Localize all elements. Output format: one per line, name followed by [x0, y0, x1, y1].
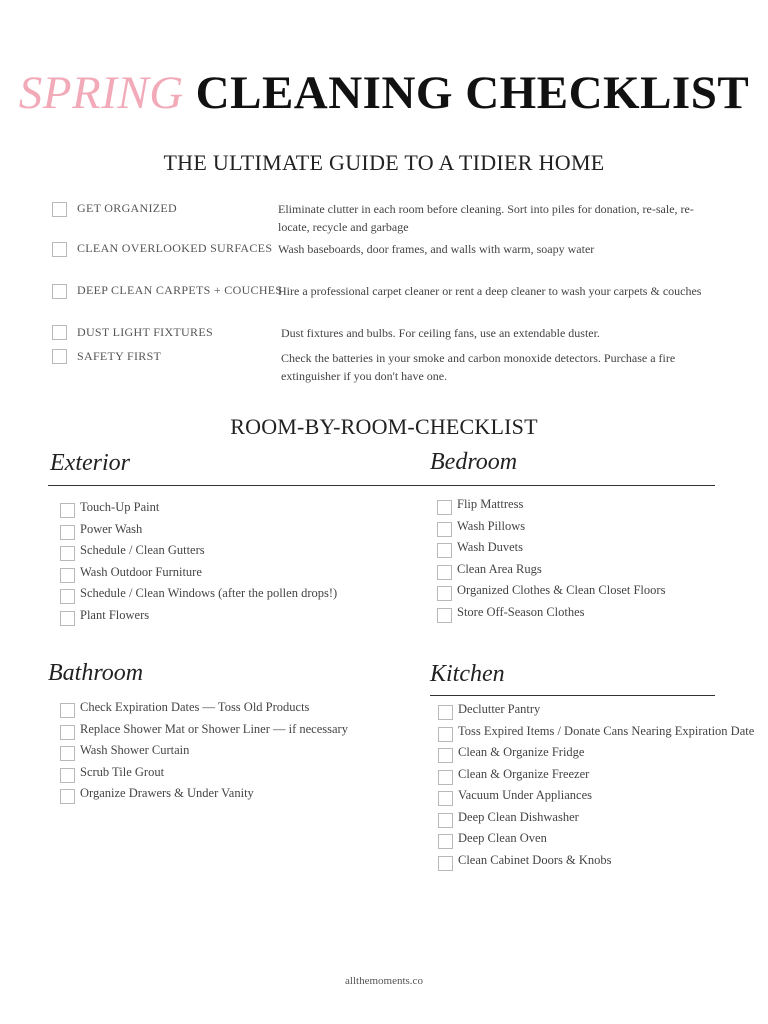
item-label: Clean & Organize Fridge [458, 745, 585, 759]
item-label: Schedule / Clean Windows (after the pollen drops!) [80, 586, 338, 600]
item-checkbox[interactable] [60, 789, 75, 804]
item-checkbox[interactable] [60, 525, 75, 540]
task-description: Eliminate clutter in each room before cleaning. Sort into piles for donation, re-sale, re-locate, recycle and garbage [278, 202, 694, 234]
item-label: Toss Expired Items / Donate Cans Nearing Expiration Date [458, 723, 755, 738]
item-checkbox[interactable] [437, 586, 452, 601]
task-description: Wash baseboards, door frames, and walls with warm, soapy water [278, 242, 595, 256]
item-checkbox[interactable] [438, 705, 453, 720]
title-accent: SPRING [18, 67, 184, 119]
room-title-bedroom: Bedroom [430, 449, 518, 475]
task-checkbox[interactable] [52, 325, 67, 340]
item-checkbox[interactable] [60, 768, 75, 783]
item-checkbox[interactable] [438, 748, 453, 763]
item-label: Clean Area Rugs [457, 561, 542, 576]
item-label: Wash Pillows [457, 518, 526, 533]
item-checkbox[interactable] [60, 703, 75, 718]
section-divider [430, 695, 715, 696]
item-label: Deep Clean Dishwasher [458, 809, 579, 824]
task-checkbox[interactable] [52, 202, 67, 217]
item-checkbox[interactable] [438, 856, 453, 871]
item-checkbox[interactable] [437, 543, 452, 558]
room-title-exterior: Exterior [50, 450, 130, 476]
task-description: Hire a professional carpet cleaner or rent a deep cleaner to wash your carpets & couches [278, 284, 702, 298]
item-checkbox[interactable] [438, 727, 453, 742]
page-subtitle: THE ULTIMATE GUIDE TO A TIDIER HOME [163, 150, 605, 175]
title-main: CLEANING CHECKLIST [195, 67, 750, 119]
task-checkbox[interactable] [52, 349, 67, 364]
item-label: Organized Clothes & Clean Closet Floors [457, 583, 666, 597]
item-label: Scrub Tile Grout [80, 764, 165, 779]
task-label: DEEP CLEAN CARPETS + COUCHES [77, 283, 283, 297]
task-checkbox[interactable] [52, 284, 67, 299]
task-label: CLEAN OVERLOOKED SURFACES [77, 241, 273, 255]
task-label: SAFETY FIRST [77, 349, 162, 363]
task-checkbox[interactable] [52, 242, 67, 257]
item-label: Power Wash [80, 521, 143, 536]
item-checkbox[interactable] [60, 746, 75, 761]
room-title-kitchen: Kitchen [430, 661, 505, 687]
item-label: Flip Mattress [457, 497, 524, 511]
item-label: Plant Flowers [80, 607, 150, 622]
section-divider [48, 485, 715, 486]
item-checkbox[interactable] [438, 834, 453, 849]
item-label: Vacuum Under Appliances [458, 788, 592, 802]
task-label: DUST LIGHT FIXTURES [77, 325, 213, 339]
item-checkbox[interactable] [60, 611, 75, 626]
item-label: Clean Cabinet Doors & Knobs [458, 852, 612, 867]
item-label: Wash Duvets [457, 540, 523, 554]
room-title-bathroom: Bathroom [48, 660, 144, 686]
item-checkbox[interactable] [437, 500, 452, 515]
item-checkbox[interactable] [437, 608, 452, 623]
item-label: Wash Outdoor Furniture [80, 564, 202, 579]
item-label: Declutter Pantry [458, 702, 541, 716]
task-label: GET ORGANIZED [77, 201, 177, 215]
footer-site: allthemoments.co [345, 975, 423, 987]
item-label: Store Off-Season Clothes [457, 604, 585, 619]
page-title [0, 66, 768, 120]
item-checkbox[interactable] [438, 770, 453, 785]
item-label: Organize Drawers & Under Vanity [80, 786, 254, 800]
item-label: Clean & Organize Freezer [458, 766, 590, 781]
task-description: Check the batteries in your smoke and carbon monoxide detectors. Purchase a fire extinguisher if you don't have one. [281, 351, 676, 383]
item-label: Deep Clean Oven [458, 831, 547, 845]
item-checkbox[interactable] [60, 589, 75, 604]
item-checkbox[interactable] [60, 503, 75, 518]
task-description: Dust fixtures and bulbs. For ceiling fans, use an extendable duster. [281, 326, 600, 340]
item-label: Schedule / Clean Gutters [80, 543, 205, 557]
item-checkbox[interactable] [60, 546, 75, 561]
item-label: Check Expiration Dates — Toss Old Products [80, 700, 310, 714]
item-checkbox[interactable] [437, 522, 452, 537]
room-section-heading: ROOM-BY-ROOM-CHECKLIST [230, 414, 538, 439]
item-checkbox[interactable] [60, 725, 75, 740]
item-label: Touch-Up Paint [80, 500, 160, 514]
item-label: Wash Shower Curtain [80, 743, 190, 757]
item-checkbox[interactable] [438, 813, 453, 828]
item-checkbox[interactable] [438, 791, 453, 806]
item-label: Replace Shower Mat or Shower Liner — if necessary [80, 721, 348, 736]
item-checkbox[interactable] [60, 568, 75, 583]
item-checkbox[interactable] [437, 565, 452, 580]
